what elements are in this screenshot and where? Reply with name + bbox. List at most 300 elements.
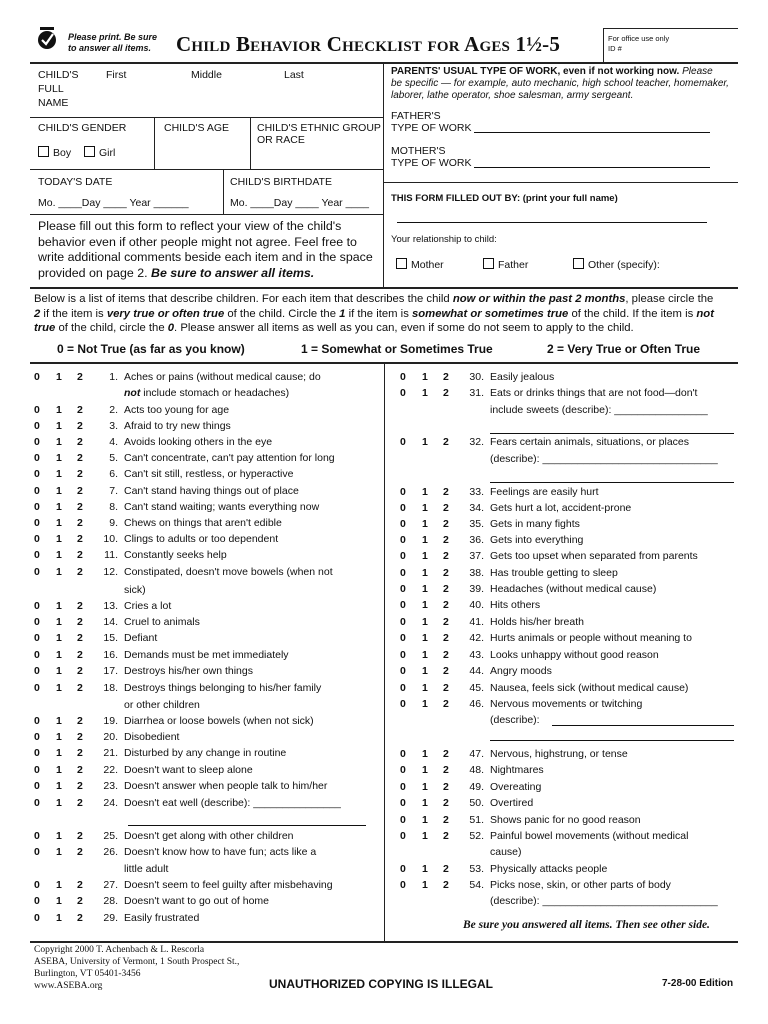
item-1-cont-text: include stomach or headaches) (143, 387, 290, 399)
score-option-1[interactable]: 1 (422, 534, 428, 546)
score-option-2[interactable]: 2 (77, 632, 83, 644)
score-option-2[interactable]: 2 (77, 764, 83, 776)
score-option-0[interactable]: 0 (34, 404, 40, 416)
item-text: Defiant (124, 632, 158, 644)
score-option-2[interactable]: 2 (443, 764, 449, 776)
score-option-0[interactable]: 0 (34, 600, 40, 612)
score-option-0[interactable]: 0 (34, 715, 40, 727)
score-option-0[interactable]: 0 (34, 747, 40, 759)
score-option-1[interactable]: 1 (56, 566, 62, 578)
item-text: Diarrhea or loose bowels (when not sick) (124, 715, 314, 727)
score-option-1[interactable]: 1 (422, 748, 428, 760)
score-option-0[interactable]: 0 (34, 533, 40, 545)
score-option-0[interactable]: 0 (34, 764, 40, 776)
score-option-1[interactable]: 1 (422, 632, 428, 644)
score-option-2[interactable]: 2 (77, 731, 83, 743)
parents-work-block (391, 66, 736, 102)
score-option-0[interactable]: 0 (400, 830, 406, 842)
score-option-2[interactable]: 2 (77, 715, 83, 727)
score-option-2[interactable]: 2 (77, 452, 83, 464)
item-instr-3d: . Please answer all items as well as you can, even if some do not seem to apply to the child. (174, 322, 634, 334)
score-option-2[interactable]: 2 (443, 781, 449, 793)
print-note-line-2: to answer all items. (68, 43, 152, 53)
item-32-continuation: (describe): ______________________________ (490, 453, 718, 465)
score-option-2[interactable]: 2 (77, 533, 83, 545)
score-option-1[interactable]: 1 (56, 715, 62, 727)
item-instr-2h: of the child. If the item is (568, 307, 697, 320)
item-number: 47. (469, 748, 484, 760)
score-option-0[interactable]: 0 (34, 797, 40, 809)
item-text: Nausea, feels sick (without medical cause) (490, 682, 689, 694)
score-option-0[interactable]: 0 (400, 387, 406, 399)
score-option-0[interactable]: 0 (34, 846, 40, 858)
score-option-0[interactable]: 0 (34, 485, 40, 497)
score-option-0[interactable]: 0 (400, 583, 406, 595)
rel-father-checkbox[interactable] (483, 258, 494, 269)
copyright-block (34, 944, 239, 992)
item-instr-2e: 1 (339, 307, 346, 320)
score-option-1[interactable]: 1 (56, 747, 62, 759)
print-note-line-1: Please print. Be sure (68, 32, 158, 42)
score-option-0[interactable]: 0 (400, 534, 406, 546)
item-instr-2c: very true or often true (106, 307, 225, 320)
item-text: Holds his/her breath (490, 616, 584, 628)
score-option-2[interactable]: 2 (77, 912, 83, 924)
score-option-1[interactable]: 1 (56, 632, 62, 644)
item-instr-3a: true (34, 322, 56, 334)
score-option-1[interactable]: 1 (56, 780, 62, 792)
score-option-2[interactable]: 2 (443, 583, 449, 595)
item-text: Easily jealous (490, 371, 555, 383)
item-32-extra-line[interactable] (490, 472, 734, 483)
score-option-0[interactable]: 0 (400, 665, 406, 677)
score-option-1[interactable]: 1 (56, 549, 62, 561)
middle-name-field[interactable]: Middle (191, 69, 222, 81)
item-text: Acts too young for age (124, 404, 230, 416)
score-option-2[interactable]: 2 (77, 846, 83, 858)
copyright-line-2: ASEBA, University of Vermont, 1 South Prospect St., (34, 957, 240, 967)
scale-two: 2 = Very True or Often True (547, 342, 701, 356)
score-option-0[interactable]: 0 (34, 452, 40, 464)
item-text: Can't sit still, restless, or hyperactive (124, 468, 294, 480)
score-option-0[interactable]: 0 (34, 649, 40, 661)
item-number: 53. (469, 863, 484, 875)
score-option-1[interactable]: 1 (56, 731, 62, 743)
score-option-1[interactable]: 1 (422, 797, 428, 809)
score-option-0[interactable]: 0 (34, 665, 40, 677)
item-text: Feelings are easily hurt (490, 486, 599, 498)
item-12-continuation: sick) (124, 584, 146, 596)
item-number: 18. (103, 682, 118, 694)
view-instr-line-4 (38, 266, 383, 282)
score-option-0[interactable]: 0 (400, 748, 406, 760)
item-number: 25. (103, 830, 118, 842)
mother-work-label-2: TYPE OF WORK (391, 157, 472, 169)
view-instr-line-4a: provided on page 2. (38, 265, 148, 280)
score-option-0[interactable]: 0 (34, 912, 40, 924)
score-option-2[interactable]: 2 (77, 371, 83, 383)
item-number: 35. (469, 518, 484, 530)
score-option-0[interactable]: 0 (34, 895, 40, 907)
score-option-1[interactable]: 1 (56, 649, 62, 661)
score-option-0[interactable]: 0 (34, 731, 40, 743)
view-instructions (38, 219, 383, 281)
score-option-1[interactable]: 1 (422, 599, 428, 611)
score-option-1[interactable]: 1 (56, 830, 62, 842)
item-number: 6. (109, 468, 118, 480)
score-option-1[interactable]: 1 (422, 665, 428, 677)
score-option-2[interactable]: 2 (443, 698, 449, 710)
score-option-1[interactable]: 1 (422, 371, 428, 383)
score-option-0[interactable]: 0 (34, 830, 40, 842)
score-option-0[interactable]: 0 (34, 371, 40, 383)
score-option-0[interactable]: 0 (400, 502, 406, 514)
score-option-1[interactable]: 1 (56, 501, 62, 513)
item-18-continuation: or other children (124, 699, 200, 711)
score-option-0[interactable]: 0 (34, 682, 40, 694)
item-number: 17. (103, 665, 118, 677)
item-number: 24. (103, 797, 118, 809)
score-option-2[interactable]: 2 (77, 549, 83, 561)
score-option-0[interactable]: 0 (400, 550, 406, 562)
score-option-2[interactable]: 2 (77, 747, 83, 759)
score-option-0[interactable]: 0 (400, 649, 406, 661)
rel-other-option[interactable] (573, 258, 660, 271)
score-option-2[interactable]: 2 (443, 748, 449, 760)
score-option-1[interactable]: 1 (56, 912, 62, 924)
item-instr-2f: if the item is (345, 307, 412, 320)
score-option-0[interactable]: 0 (34, 632, 40, 644)
score-option-1[interactable]: 1 (422, 583, 428, 595)
item-text: Headaches (without medical cause) (490, 583, 657, 595)
score-option-1[interactable]: 1 (422, 764, 428, 776)
item-instr-2i: not (696, 307, 714, 320)
father-work-label-1: FATHER'S (391, 110, 441, 122)
score-option-2[interactable]: 2 (443, 436, 449, 448)
score-option-1[interactable]: 1 (422, 814, 428, 826)
item-instructions (34, 292, 740, 336)
today-date-fields[interactable]: Mo. ____Day ____ Year ______ (38, 197, 189, 209)
score-option-1[interactable]: 1 (56, 517, 62, 529)
score-option-0[interactable]: 0 (34, 549, 40, 561)
score-option-2[interactable]: 2 (77, 600, 83, 612)
view-instr-line-3: write additional comments beside each item and in the space (38, 250, 373, 264)
score-option-1[interactable]: 1 (422, 830, 428, 842)
mother-work-field[interactable] (474, 157, 710, 168)
score-option-2[interactable]: 2 (77, 879, 83, 891)
score-option-1[interactable]: 1 (56, 879, 62, 891)
item-text: Destroys things belonging to his/her family (124, 682, 322, 694)
item-text: Shows panic for no good reason (490, 814, 641, 826)
score-option-1[interactable]: 1 (56, 371, 62, 383)
score-option-2[interactable]: 2 (77, 780, 83, 792)
item-number: 21. (103, 747, 118, 759)
item-text: Doesn't answer when people talk to him/her (124, 780, 328, 792)
score-option-0[interactable]: 0 (400, 879, 406, 891)
item-text: Demands must be met immediately (124, 649, 289, 661)
rel-mother-option[interactable] (396, 258, 444, 271)
item-text: Nightmares (490, 764, 544, 776)
rel-father-option[interactable] (483, 258, 528, 271)
item-number: 38. (469, 567, 484, 579)
score-option-2[interactable]: 2 (443, 616, 449, 628)
score-option-1[interactable]: 1 (422, 518, 428, 530)
score-option-0[interactable]: 0 (34, 501, 40, 513)
score-option-1[interactable]: 1 (422, 387, 428, 399)
score-option-1[interactable]: 1 (56, 452, 62, 464)
score-option-2[interactable]: 2 (443, 371, 449, 383)
score-option-2[interactable]: 2 (77, 682, 83, 694)
item-text: Can't stand waiting; wants everything now (124, 501, 320, 513)
score-option-1[interactable]: 1 (422, 682, 428, 694)
score-option-1[interactable]: 1 (56, 665, 62, 677)
score-option-2[interactable]: 2 (443, 863, 449, 875)
score-option-1[interactable]: 1 (422, 698, 428, 710)
boy-option[interactable] (38, 146, 71, 159)
score-option-0[interactable]: 0 (34, 566, 40, 578)
item-text: Can't concentrate, can't pay attention for long (124, 452, 335, 464)
item-number: 52. (469, 830, 484, 842)
score-option-0[interactable]: 0 (400, 781, 406, 793)
office-use-label: For office use only (608, 34, 670, 43)
score-option-0[interactable]: 0 (400, 632, 406, 644)
item-number: 39. (469, 583, 484, 595)
score-option-2[interactable]: 2 (77, 485, 83, 497)
item-text: Gets into everything (490, 534, 584, 546)
item-text: Looks unhappy without good reason (490, 649, 659, 661)
first-name-field[interactable]: First (106, 69, 127, 81)
score-option-0[interactable]: 0 (400, 436, 406, 448)
item-number: 44. (469, 665, 484, 677)
score-option-1[interactable]: 1 (422, 616, 428, 628)
score-option-0[interactable]: 0 (400, 616, 406, 628)
score-option-0[interactable]: 0 (400, 599, 406, 611)
score-option-2[interactable]: 2 (77, 404, 83, 416)
view-instr-line-4b: Be sure to answer all items. (151, 265, 315, 280)
score-option-2[interactable]: 2 (443, 830, 449, 842)
item-number: 30. (469, 371, 484, 383)
score-option-2[interactable]: 2 (77, 895, 83, 907)
score-option-1[interactable]: 1 (56, 600, 62, 612)
score-option-1[interactable]: 1 (56, 846, 62, 858)
score-option-1[interactable]: 1 (422, 649, 428, 661)
name-label-line-3: NAME (38, 97, 69, 109)
score-option-0[interactable]: 0 (400, 797, 406, 809)
score-option-1[interactable]: 1 (56, 485, 62, 497)
item-text: Avoids looking others in the eye (124, 436, 273, 448)
score-option-2[interactable]: 2 (77, 797, 83, 809)
father-work-field[interactable] (474, 122, 710, 133)
item-46-describe-line[interactable] (552, 715, 734, 726)
score-option-0[interactable]: 0 (400, 814, 406, 826)
today-date-label: TODAY'S DATE (38, 176, 113, 188)
score-option-1[interactable]: 1 (422, 550, 428, 562)
item-text: Gets hurt a lot, accident-prone (490, 502, 632, 514)
score-option-1[interactable]: 1 (422, 781, 428, 793)
score-option-2[interactable]: 2 (443, 567, 449, 579)
item-text: Physically attacks people (490, 863, 608, 875)
rel-mother-checkbox[interactable] (396, 258, 407, 269)
score-option-2[interactable]: 2 (443, 387, 449, 399)
item-text: Eats or drinks things that are not food—don't (490, 387, 698, 399)
item-text: Doesn't eat well (describe): _______________ (124, 797, 341, 809)
score-option-2[interactable]: 2 (443, 502, 449, 514)
item-number: 41. (469, 616, 484, 628)
score-option-2[interactable]: 2 (443, 665, 449, 677)
item-46-extra-line[interactable] (490, 730, 734, 741)
item-instr-2g: somewhat or sometimes true (411, 307, 569, 320)
score-option-0[interactable]: 0 (34, 616, 40, 628)
score-option-2[interactable]: 2 (77, 616, 83, 628)
score-option-2[interactable]: 2 (77, 468, 83, 480)
item-text: Nervous movements or twitching (490, 698, 643, 710)
ethnic-label (257, 122, 381, 146)
score-option-2[interactable]: 2 (443, 682, 449, 694)
score-option-1[interactable]: 1 (56, 895, 62, 907)
item-text: Destroys his/her own things (124, 665, 253, 677)
girl-checkbox[interactable] (84, 146, 95, 157)
rel-other-label: Other (specify): (588, 259, 660, 271)
birthdate-fields[interactable]: Mo. ____Day ____ Year ____ (230, 197, 369, 209)
boy-checkbox[interactable] (38, 146, 49, 157)
score-option-1[interactable]: 1 (56, 682, 62, 694)
score-option-0[interactable]: 0 (34, 517, 40, 529)
score-option-1[interactable]: 1 (422, 863, 428, 875)
score-option-0[interactable]: 0 (400, 682, 406, 694)
score-option-1[interactable]: 1 (56, 404, 62, 416)
score-option-2[interactable]: 2 (77, 566, 83, 578)
score-option-1[interactable]: 1 (56, 764, 62, 776)
item-number: 15. (103, 632, 118, 644)
copyright-line-1: Copyright 2000 T. Achenbach & L. Rescorla (34, 945, 205, 955)
item-number: 13. (103, 600, 118, 612)
score-option-2[interactable]: 2 (77, 665, 83, 677)
score-option-2[interactable]: 2 (443, 814, 449, 826)
last-name-field[interactable]: Last (284, 69, 304, 81)
score-option-1[interactable]: 1 (422, 486, 428, 498)
score-option-0[interactable]: 0 (34, 436, 40, 448)
item-number: 22. (103, 764, 118, 776)
item-text: Doesn't seem to feel guilty after misbehaving (124, 879, 333, 891)
score-option-2[interactable]: 2 (77, 649, 83, 661)
score-option-2[interactable]: 2 (443, 632, 449, 644)
view-instr-line-1: Please fill out this form to reflect your view of the child's (38, 219, 342, 233)
rel-other-checkbox[interactable] (573, 258, 584, 269)
item-number: 51. (469, 814, 484, 826)
score-option-0[interactable]: 0 (400, 486, 406, 498)
score-option-1[interactable]: 1 (56, 468, 62, 480)
score-option-2[interactable]: 2 (77, 436, 83, 448)
score-option-0[interactable]: 0 (400, 863, 406, 875)
gender-label: CHILD'S GENDER (38, 122, 127, 134)
score-option-1[interactable]: 1 (422, 879, 428, 891)
item-number: 36. (469, 534, 484, 546)
item-number: 28. (103, 895, 118, 907)
score-option-0[interactable]: 0 (400, 698, 406, 710)
age-label: CHILD'S AGE (164, 122, 230, 134)
score-option-1[interactable]: 1 (422, 567, 428, 579)
item-1-continuation (124, 387, 289, 399)
score-option-0[interactable]: 0 (400, 371, 406, 383)
parents-work-title: PARENTS' USUAL TYPE OF WORK, even if not working now. (391, 66, 680, 77)
item-number: 43. (469, 649, 484, 661)
item-instr-line-2 (34, 307, 740, 322)
mother-work-label-1: MOTHER'S (391, 145, 446, 157)
item-26-continuation: little adult (124, 863, 169, 875)
score-option-2[interactable]: 2 (77, 517, 83, 529)
score-option-0[interactable]: 0 (400, 764, 406, 776)
answer-reminder: Be sure you answered all items. Then see other side. (463, 919, 710, 931)
item-text: Constantly seeks help (124, 549, 227, 561)
score-option-0[interactable]: 0 (400, 567, 406, 579)
score-option-0[interactable]: 0 (400, 518, 406, 530)
score-option-0[interactable]: 0 (34, 780, 40, 792)
copying-warning: UNAUTHORIZED COPYING IS ILLEGAL (269, 977, 494, 991)
parents-work-note-3: laborer, lathe operator, shoe salesman, army sergeant. (391, 90, 634, 101)
score-option-1[interactable]: 1 (56, 616, 62, 628)
score-option-2[interactable]: 2 (443, 649, 449, 661)
score-option-1[interactable]: 1 (56, 797, 62, 809)
girl-option[interactable] (84, 146, 115, 159)
filled-by-field[interactable] (397, 212, 707, 223)
item-24-describe-line[interactable] (128, 815, 366, 826)
score-option-2[interactable]: 2 (443, 486, 449, 498)
item-number: 5. (109, 452, 118, 464)
item-instr-1c: , please circle the (625, 293, 714, 305)
item-number: 42. (469, 632, 484, 644)
item-instr-line-1 (34, 292, 740, 307)
office-id-label: ID # (608, 44, 622, 53)
item-31-extra-line[interactable] (490, 423, 734, 434)
item-number: 9. (109, 517, 118, 529)
item-46-continuation: (describe): (490, 714, 540, 726)
item-number: 45. (469, 682, 484, 694)
item-text: Disturbed by any change in routine (124, 747, 287, 759)
score-option-0[interactable]: 0 (34, 420, 40, 432)
score-option-1[interactable]: 1 (56, 420, 62, 432)
score-option-2[interactable]: 2 (77, 420, 83, 432)
score-option-0[interactable]: 0 (34, 468, 40, 480)
scale-zero: 0 = Not True (as far as you know) (57, 342, 245, 356)
name-label-line-2: FULL (38, 83, 64, 95)
score-option-2[interactable]: 2 (443, 518, 449, 530)
score-option-0[interactable]: 0 (34, 879, 40, 891)
item-instr-3b: of the child, circle the (55, 322, 168, 334)
score-option-1[interactable]: 1 (422, 502, 428, 514)
score-option-1[interactable]: 1 (56, 436, 62, 448)
item-number: 11. (104, 549, 118, 561)
score-option-2[interactable]: 2 (443, 879, 449, 891)
item-text: Hurts animals or people without meaning to (490, 632, 692, 644)
item-31-continuation: include sweets (describe): ________________ (490, 404, 708, 416)
score-option-2[interactable]: 2 (443, 534, 449, 546)
score-option-2[interactable]: 2 (77, 830, 83, 842)
score-option-2[interactable]: 2 (443, 550, 449, 562)
score-option-1[interactable]: 1 (56, 533, 62, 545)
rel-father-label: Father (498, 259, 529, 271)
copyright-line-3: Burlington, VT 05401-3456 (34, 969, 141, 979)
score-option-1[interactable]: 1 (422, 436, 428, 448)
item-text: Clings to adults or too dependent (124, 533, 279, 545)
score-option-2[interactable]: 2 (443, 599, 449, 611)
score-option-2[interactable]: 2 (77, 501, 83, 513)
item-number: 3. (109, 420, 118, 432)
score-option-2[interactable]: 2 (443, 797, 449, 809)
parents-work-note-2: be specific — for example, auto mechanic, high school teacher, homemaker, (391, 78, 729, 89)
item-instr-line-3 (34, 321, 740, 336)
relationship-label: Your relationship to child: (391, 234, 497, 245)
item-number: 27. (103, 879, 118, 891)
